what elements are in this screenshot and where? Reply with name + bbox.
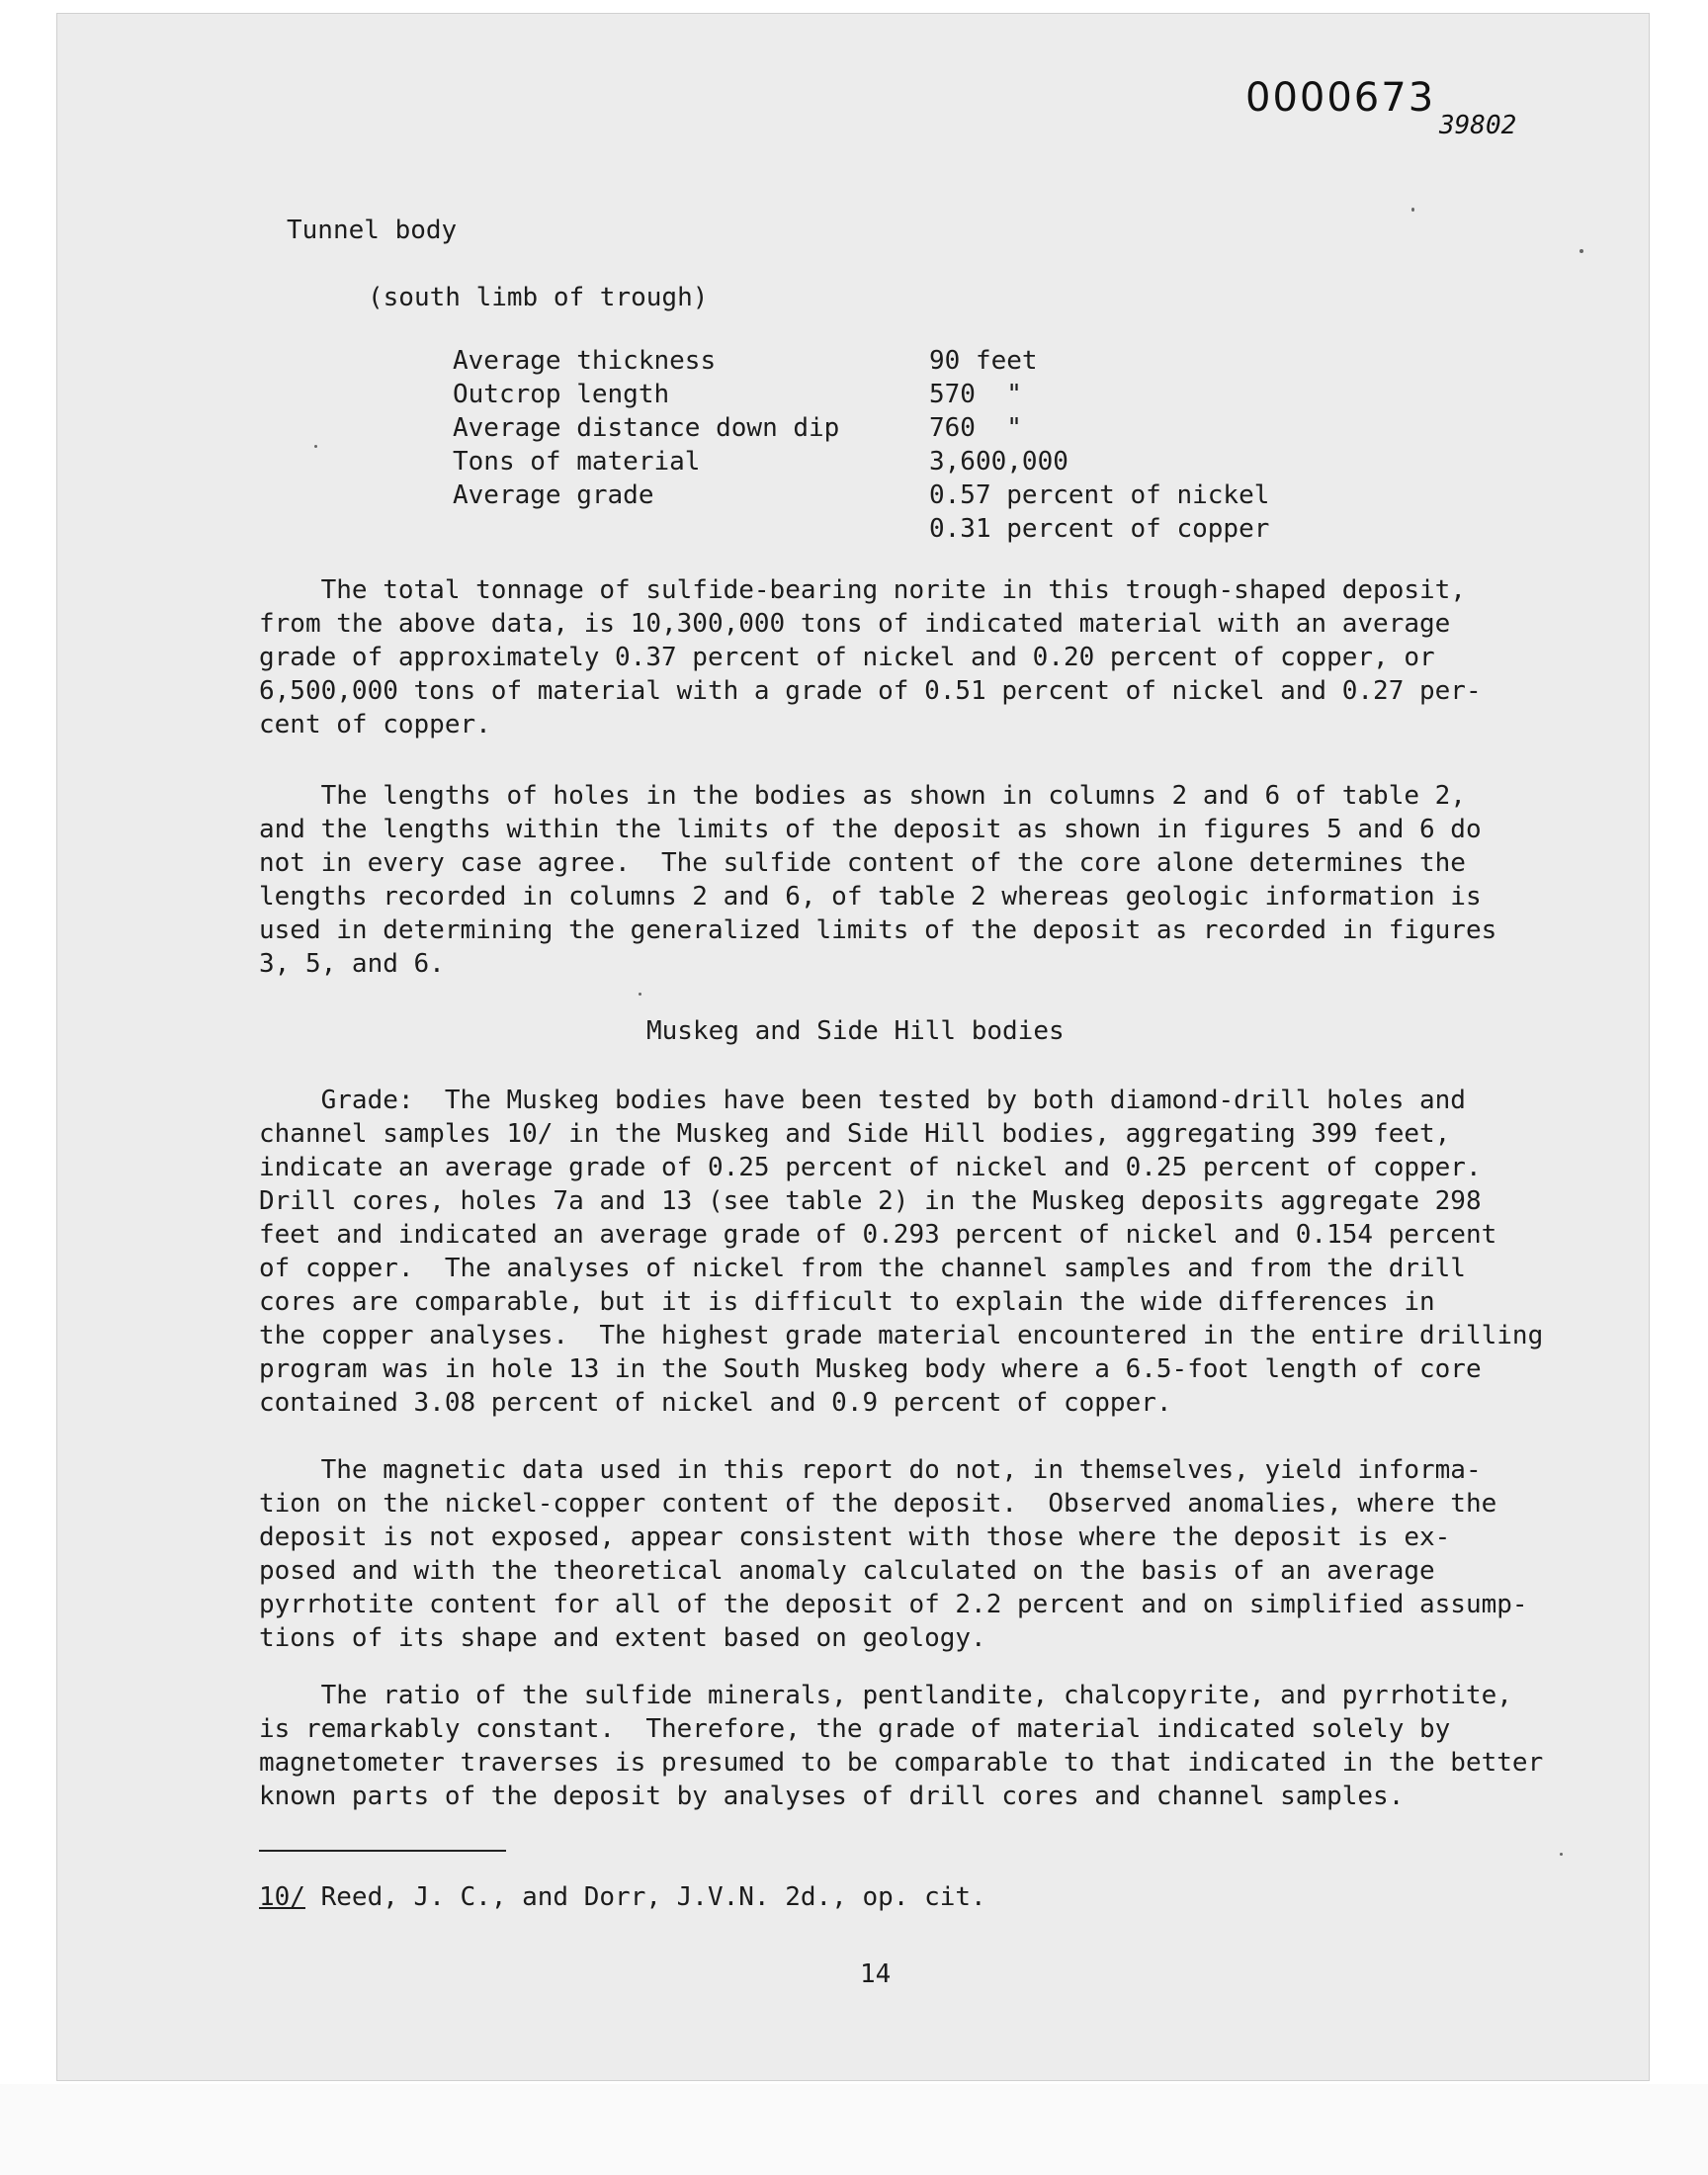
tonnage-paragraph <box>259 573 1623 741</box>
row-value: 0.57 percent of nickel <box>929 480 1270 510</box>
paragraph-line: known parts of the deposit by analyses of drill cores and channel samples. <box>259 1782 1405 1811</box>
row-value: 570 " <box>929 380 1022 409</box>
footnote-marker: 10/ <box>259 1882 305 1912</box>
paragraph-line: pyrrhotite content for all of the deposit of 2.2 percent and on simplified assump- <box>259 1590 1528 1619</box>
paragraph-line: of copper. The analyses of nickel from the channel samples and from the drill <box>259 1254 1466 1283</box>
paragraph-line: used in determining the generalized limits of the deposit as recorded in figures <box>259 915 1497 945</box>
paragraph-line: Drill cores, holes 7a and 13 (see table 2) in the Muskeg deposits aggregate 298 <box>259 1186 1482 1216</box>
paragraph-line: deposit is not exposed, appear consistent with those where the deposit is ex- <box>259 1522 1451 1552</box>
paragraph-line: feet and indicated an average grade of 0.293 percent of nickel and 0.154 percent <box>259 1220 1497 1250</box>
tunnel-heading: Tunnel body <box>287 216 458 245</box>
table-row <box>453 378 1269 411</box>
paragraph-line: channel samples 10/ in the Muskeg and Side Hill bodies, aggregating 399 feet, <box>259 1119 1451 1149</box>
row-value: 0.31 percent of copper <box>929 514 1270 544</box>
section-heading: Muskeg and Side Hill bodies <box>646 1016 1065 1046</box>
paragraph-line: tions of its shape and extent based on geology. <box>259 1623 986 1653</box>
serial-stamp: 0000673 <box>1245 75 1436 121</box>
paragraph-line: the copper analyses. The highest grade material encountered in the entire drilling <box>259 1321 1544 1350</box>
table-row <box>453 478 1269 512</box>
table-row <box>453 344 1269 378</box>
paragraph-line: grade of approximately 0.37 percent of nickel and 0.20 percent of copper, or <box>259 643 1435 672</box>
row-label: Average thickness <box>453 346 717 376</box>
paragraph-line: 3, 5, and 6. <box>259 949 445 979</box>
paragraph-line: The lengths of holes in the bodies as shown in columns 2 and 6 of table 2, <box>259 781 1466 811</box>
row-label: Average grade <box>453 480 654 510</box>
paragraph-line: contained 3.08 percent of nickel and 0.9 percent of copper. <box>259 1388 1172 1418</box>
table-row <box>453 445 1269 478</box>
paragraph-line: posed and with the theoretical anomaly calculated on the basis of an average <box>259 1556 1435 1586</box>
paragraph-line: cores are comparable, but it is difficult to explain the wide differences in <box>259 1287 1435 1317</box>
page-number: 14 <box>860 1959 892 1989</box>
paragraph-line: 6,500,000 tons of material with a grade of 0.51 percent of nickel and 0.27 per- <box>259 676 1482 706</box>
scan-speck <box>314 445 317 448</box>
scan-speck <box>1411 208 1414 212</box>
paragraph-line: indicate an average grade of 0.25 percent of nickel and 0.25 percent of copper. <box>259 1153 1482 1182</box>
paragraph-line: from the above data, is 10,300,000 tons of indicated material with an average <box>259 609 1451 639</box>
row-value: 3,600,000 <box>929 447 1068 477</box>
paragraph-line: The magnetic data used in this report do not, in themselves, yield informa- <box>259 1455 1482 1485</box>
row-label <box>453 512 929 546</box>
document-number: 39802 <box>1439 111 1517 140</box>
paragraph-line: magnetometer traverses is presumed to be comparable to that indicated in the better <box>259 1748 1544 1778</box>
paragraph-line: The total tonnage of sulfide-bearing norite in this trough-shaped deposit, <box>259 575 1466 605</box>
row-label: Outcrop length <box>453 380 670 409</box>
tunnel-subheading: (south limb of trough) <box>368 283 709 312</box>
ratio-paragraph <box>259 1679 1623 1813</box>
paragraph-line: Grade: The Muskeg bodies have been tested by both diamond-drill holes and <box>259 1086 1466 1115</box>
paragraph-line: and the lengths within the limits of the deposit as shown in figures 5 and 6 do <box>259 815 1482 844</box>
row-label: Average distance down dip <box>453 413 840 443</box>
scan-speck <box>1560 1853 1563 1856</box>
tunnel-data-table <box>453 344 1269 546</box>
document-page <box>57 14 1649 2080</box>
grade-paragraph <box>259 1084 1623 1420</box>
magnetic-paragraph <box>259 1453 1623 1655</box>
table-row <box>453 411 1269 445</box>
row-value: 90 feet <box>929 346 1038 376</box>
paragraph-line: lengths recorded in columns 2 and 6, of table 2 whereas geologic information is <box>259 882 1482 912</box>
row-value: 760 " <box>929 413 1022 443</box>
table-row <box>453 512 1269 546</box>
paragraph-line: not in every case agree. The sulfide content of the core alone determines the <box>259 848 1466 878</box>
scan-margin <box>0 2084 1708 2175</box>
hole-lengths-paragraph <box>259 779 1623 981</box>
footnote <box>259 1880 986 1914</box>
scan-speck <box>1580 249 1583 253</box>
footnote-rule <box>259 1850 506 1852</box>
paragraph-line: program was in hole 13 in the South Muskeg body where a 6.5-foot length of core <box>259 1354 1482 1384</box>
paragraph-line: cent of copper. <box>259 710 491 740</box>
paragraph-line: is remarkably constant. Therefore, the grade of material indicated solely by <box>259 1714 1451 1744</box>
paragraph-line: tion on the nickel-copper content of the deposit. Observed anomalies, where the <box>259 1489 1497 1519</box>
paragraph-line: The ratio of the sulfide minerals, pentlandite, chalcopyrite, and pyrrhotite, <box>259 1681 1512 1710</box>
row-label: Tons of material <box>453 447 701 477</box>
footnote-text: Reed, J. C., and Dorr, J.V.N. 2d., op. cit. <box>304 1882 986 1912</box>
scan-speck <box>639 993 641 996</box>
